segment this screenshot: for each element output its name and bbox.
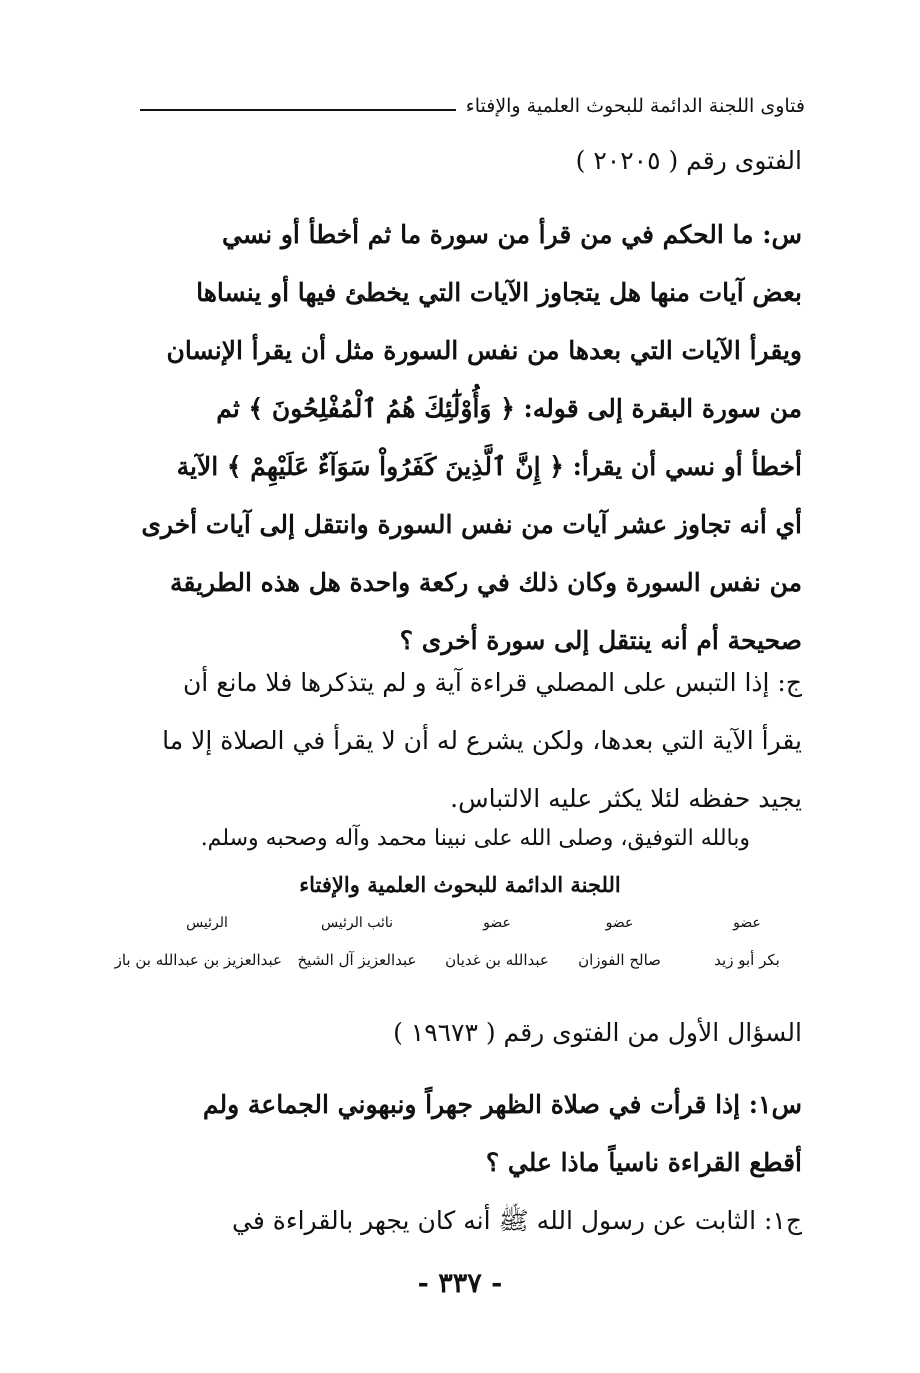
fatwa2-question [112, 1076, 802, 1192]
signatory-role: الرئيس [186, 915, 228, 931]
fatwa1-answer [112, 654, 802, 828]
closing-prayer: وبالله التوفيق، وصلى الله على نبينا محمد وآله وصحبه وسلم. [200, 826, 750, 851]
answer-line: ج١: الثابت عن رسول الله ﷺ أنه كان يجهر بالقراءة في [231, 1206, 802, 1235]
page-number: - ٣٣٧ - [417, 1268, 503, 1299]
signatory [287, 915, 427, 969]
signatory-role: نائب الرئيس [320, 915, 394, 931]
answer-line: ج: إذا التبس على المصلي قراءة آية و لم يتذكرها فلا مانع أن [182, 668, 802, 697]
signatory-name: عبدالعزيز بن عبدالله بن باز [114, 951, 282, 969]
question-line: س: ما الحكم في من قرأ من سورة ما ثم أخطأ أو نسي [222, 220, 802, 249]
signatory-name: صالح الفوزان [578, 951, 661, 969]
question-line: من نفس السورة وكان ذلك في ركعة واحدة هل هذه الطريقة [170, 568, 802, 597]
question-line: أي أنه تجاوز عشر آيات من نفس السورة وانتقل إلى آيات أخرى [141, 510, 802, 539]
signatory-name: بكر أبو زيد [714, 951, 780, 969]
signatory [692, 915, 802, 969]
question-line: أخطأ أو نسي أن يقرأ: ﴿ إِنَّ ٱلَّذِينَ كَفَرُواْ سَوَآءٌ عَلَيْهِمْ ﴾ الآية [176, 452, 802, 481]
answer-line: يجيد حفظه لئلا يكثر عليه الالتباس. [450, 784, 802, 813]
signatory [567, 915, 672, 969]
signatory-role: عضو [605, 915, 634, 931]
question-line: أقطع القراءة ناسياً ماذا علي ؟ [485, 1148, 802, 1177]
signatory-role: عضو [483, 915, 511, 931]
question-line: صحيحة أم أنه ينتقل إلى سورة أخرى ؟ [399, 626, 802, 655]
signatory-name: عبدالله بن غديان [445, 951, 549, 969]
question-line: س١: إذا قرأت في صلاة الظهر جهراً ونبهوني الجماعة ولم [202, 1090, 802, 1119]
signatory-name: عبدالعزيز آل الشيخ [297, 951, 417, 969]
committee-name: اللجنة الدائمة للبحوث العلمية والإفتاء [299, 872, 621, 897]
fatwa-number-title: الفتوى رقم ( ٢٠٢٠٥ ) [575, 146, 802, 175]
fatwa2-number-title: السؤال الأول من الفتوى رقم ( ١٩٦٧٣ ) [393, 1018, 802, 1047]
question-line: بعض آيات منها هل يتجاوز الآيات التي يخطئ فيها أو ينساها [196, 278, 802, 307]
header-title: فتاوى اللجنة الدائمة للبحوث العلمية والإفتاء [465, 95, 805, 117]
signatory [114, 915, 282, 969]
signatory-role: عضو [733, 915, 761, 931]
fatwa1-question [112, 206, 802, 670]
signatory [437, 915, 557, 969]
fatwa2-answer [112, 1192, 802, 1250]
running-header [140, 86, 805, 126]
header-rule [140, 109, 456, 111]
question-line: ويقرأ الآيات التي بعدها من نفس السورة مثل أن يقرأ الإنسان [166, 336, 802, 365]
answer-line: يقرأ الآية التي بعدها، ولكن يشرع له أن لا يقرأ في الصلاة إلا ما [162, 726, 802, 755]
question-line: من سورة البقرة إلى قوله: ﴿ وَأُوْلَٰٓئِكَ هُمُ ٱلْمُفْلِحُونَ ﴾ ثم [216, 394, 802, 423]
